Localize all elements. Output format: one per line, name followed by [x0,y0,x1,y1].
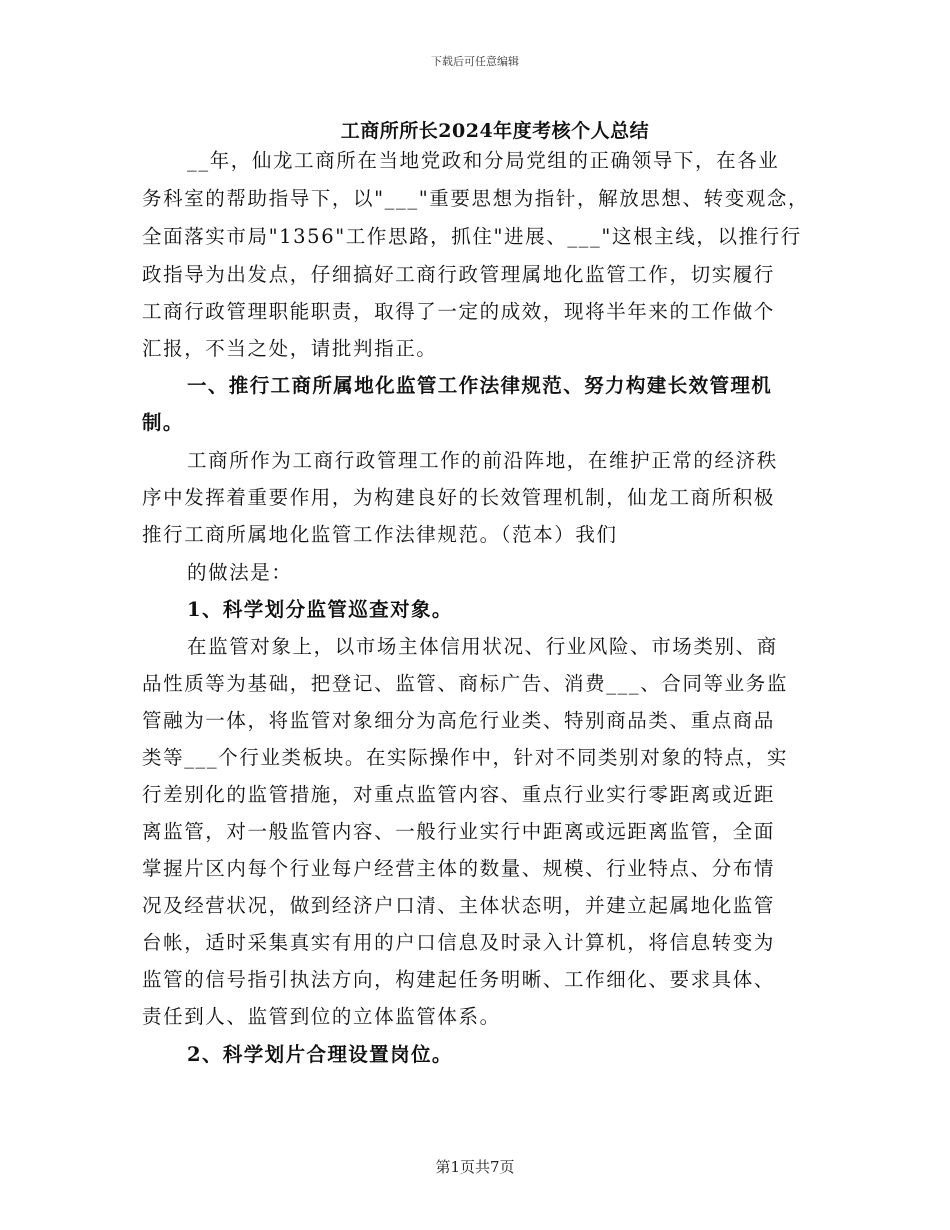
paragraph-4-line-10: 监管的信号指引执法方向，构建起任务明晰、工作细化、要求具体、 [142,968,776,991]
document-title: 工商所所长2024年度考核个人总结 [340,120,650,142]
paragraph-4-line-2: 品性质等为基础，把登记、监管、商标广告、消费___、合同等业务监 [142,672,788,695]
subheading-2: 2、科学划片合理设置岗位。 [187,1043,453,1066]
page-number-footer: 第1页共7页 [435,1158,515,1176]
section-heading-1-line-1: 一、推行工商所属地化监管工作法律规范、努力构建长效管理机 [187,374,773,397]
paragraph-4-line-7: 掌握片区内每个行业每户经营主体的数量、规模、行业特点、分布情 [142,857,776,880]
paragraph-4-line-1: 在监管对象上，以市场主体信用状况、行业风险、市场类别、商 [187,635,778,658]
paragraph-1-line-5: 工商行政管理职能职责，取得了一定的成效，现将半年来的工作做个 [142,300,776,323]
paragraph-3-line-1: 的做法是： [187,561,293,584]
page-header-note: 下载后可任意编辑 [431,55,519,68]
paragraph-1-line-6: 汇报，不当之处，请批判指正。 [142,337,438,360]
paragraph-1-line-3: 全面落实市局"1356"工作思路，抓住"进展、___"这根主线，以推行行 [142,225,802,248]
paragraph-4-line-8: 况及经营状况，做到经济户口清、主体状态明，并建立起属地化监管 [142,894,776,917]
paragraph-4-line-9: 台帐，适时采集真实有用的户口信息及时录入计算机，将信息转变为 [142,931,776,954]
paragraph-2-line-2: 序中发挥着重要作用，为构建良好的长效管理机制，仙龙工商所积极 [142,486,776,509]
paragraph-1-line-1: __年，仙龙工商所在当地党政和分局党组的正确领导下，在各业 [187,149,780,172]
paragraph-4-line-5: 行差别化的监管措施，对重点监管内容、重点行业实行零距离或近距 [142,783,776,806]
paragraph-2-line-3: 推行工商所属地化监管工作法律规范。（范本）我们 [142,523,618,546]
paragraph-2-line-1: 工商所作为工商行政管理工作的前沿阵地，在维护正常的经济秩 [187,449,778,472]
paragraph-4-line-3: 管融为一体，将监管对象细分为高危行业类、特别商品类、重点商品 [142,709,776,732]
paragraph-1-line-2: 务科室的帮助指导下，以"___"重要思想为指针，解放思想、转变观念， [142,187,810,210]
paragraph-4-line-4: 类等___个行业类板块。在实际操作中，针对不同类别对象的特点，实 [142,746,788,769]
paragraph-1-line-4: 政指导为出发点，仔细搞好工商行政管理属地化监管工作，切实履行 [142,263,776,286]
paragraph-4-line-11: 责任到人、监管到位的立体监管体系。 [142,1005,501,1028]
subheading-1: 1、科学划分监管巡查对象。 [187,598,453,621]
paragraph-4-line-6: 离监管，对一般监管内容、一般行业实行中距离或远距离监管，全面 [142,820,776,843]
section-heading-1-line-2: 制。 [142,411,184,434]
